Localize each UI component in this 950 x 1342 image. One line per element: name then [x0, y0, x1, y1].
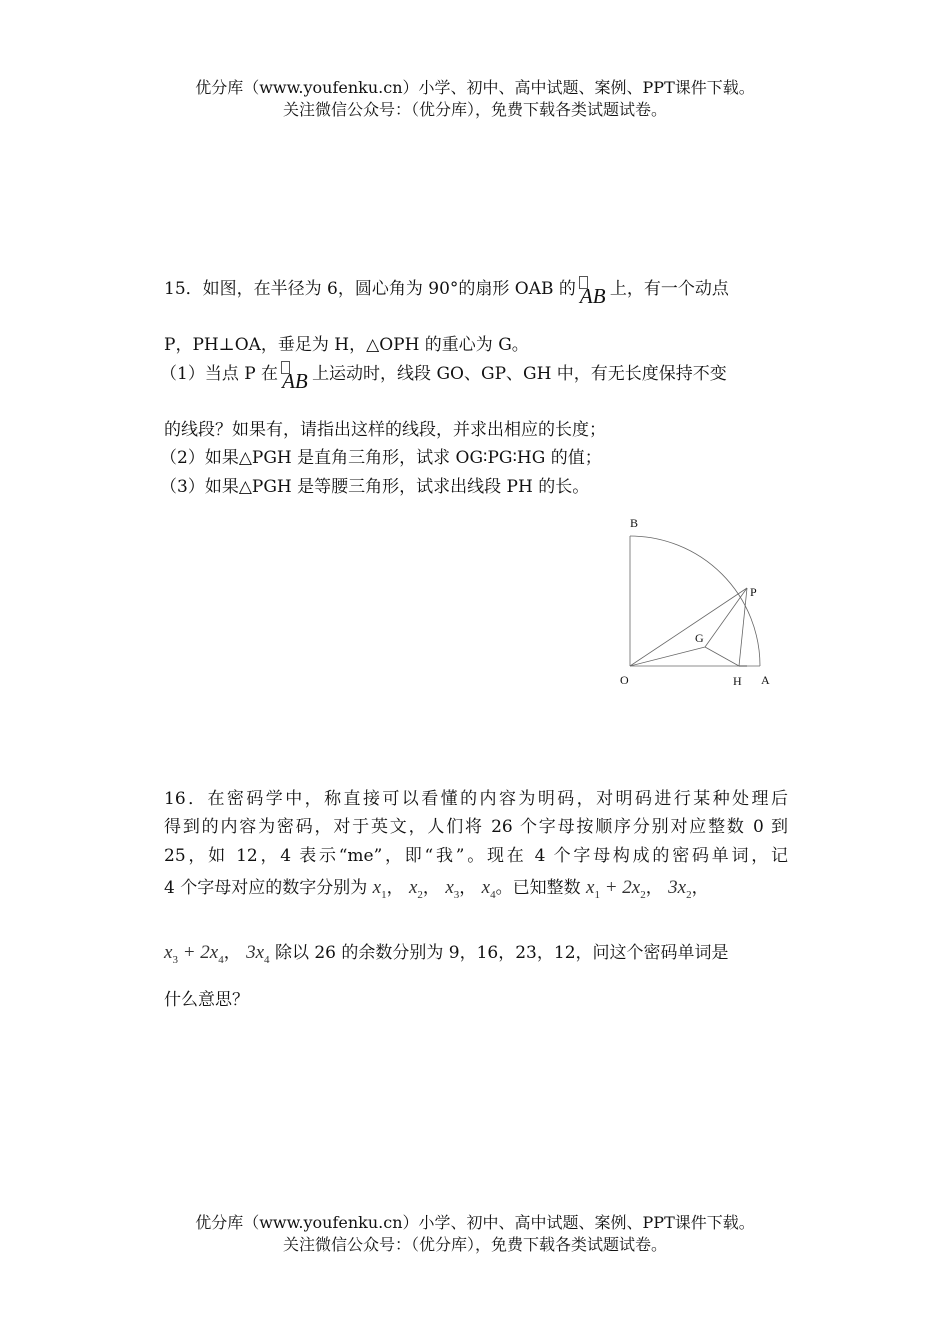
segment-op	[630, 588, 747, 666]
q16-line-6: 什么意思？	[164, 990, 249, 1010]
label-b: B	[630, 516, 639, 530]
var-x2: $x_2$	[408, 877, 423, 901]
segment-gh	[705, 647, 739, 666]
expr-x3-plus-2x4: $x_3 + 2x_4$	[164, 942, 224, 966]
arc-ab	[630, 536, 760, 666]
expr-3x4: $3x_4$	[246, 942, 270, 966]
q15-line-4: 的线段？如果有，请指出这样的线段，并求出相应的长度；	[164, 420, 606, 440]
segment-gp	[705, 588, 747, 647]
label-p: P	[750, 585, 757, 599]
header-line-2: 关注微信公众号：（优分库），免费下载各类试题试卷。	[282, 100, 667, 119]
var-x1: $x_1$	[372, 877, 387, 901]
q15-line-5: （2）如果△PGH 是直角三角形，试求 OG∶PG∶HG 的值；	[160, 448, 602, 468]
q15-line-3: （1）当点 P 在 AB 上运动时，线段 GO、GP、GH 中，有无长度保持不变	[160, 362, 800, 387]
footer-line-1: 优分库（www.youfenku.cn）小学、初中、高中试题、案例、PPT课件下载。	[195, 1213, 755, 1232]
arc-ab-symbol: AB	[578, 278, 608, 302]
label-g: G	[695, 631, 704, 645]
q16-line-2: 得到的内容为密码，对于英文，人们将 26 个字母按顺序分别对应整数 0 到	[164, 817, 788, 837]
footer-line-2: 关注微信公众号：（优分库），免费下载各类试题试卷。	[282, 1235, 667, 1254]
segment-og	[630, 647, 705, 666]
label-h: H	[733, 674, 742, 688]
page-footer	[0, 1212, 950, 1256]
sector-figure	[610, 510, 790, 695]
expr-3x2: $3x_2$	[668, 877, 692, 901]
q16-line-3: 25，如 12，4 表示“me”，即“我”。现在 4 个字母构成的密码单词，记	[164, 846, 788, 866]
var-x4: $x_4$	[481, 877, 496, 901]
expr-x1-plus-2x2: $x_1 + 2x_2$	[586, 877, 646, 901]
q15-line-6: （3）如果△PGH 是等腰三角形，试求出线段 PH 的长。	[160, 477, 590, 497]
label-a: A	[761, 673, 770, 687]
header-line-1: 优分库（www.youfenku.cn）小学、初中、高中试题、案例、PPT课件下载。	[195, 78, 755, 97]
q15-line-1: 15．如图，在半径为 6，圆心角为 90°的扇形 OAB 的 AB 上，有一个动点	[164, 277, 804, 302]
var-x3: $x_3$	[445, 877, 460, 901]
q16-line-1: 16．在密码学中，称直接可以看懂的内容为明码，对明码进行某种处理后	[164, 789, 788, 809]
page-header	[0, 77, 950, 121]
q16-line-4: 4 个字母对应的数字分别为 $x_1$， $x_2$， $x_3$， $x_4$。已知整数 $x_1 + 2x_2$， $3x_2$，	[164, 877, 709, 901]
q16-line-5: $x_3 + 2x_4$， $3x_4$ 除以 26 的余数分别为 9，16，23，12，问这个密码单词是	[164, 942, 729, 966]
segment-ph	[739, 588, 747, 666]
q15-line-2: P，PH⊥OA，垂足为 H，△OPH 的重心为 G。	[164, 335, 529, 355]
label-o: O	[620, 673, 629, 687]
arc-ab-symbol: AB	[280, 363, 310, 387]
